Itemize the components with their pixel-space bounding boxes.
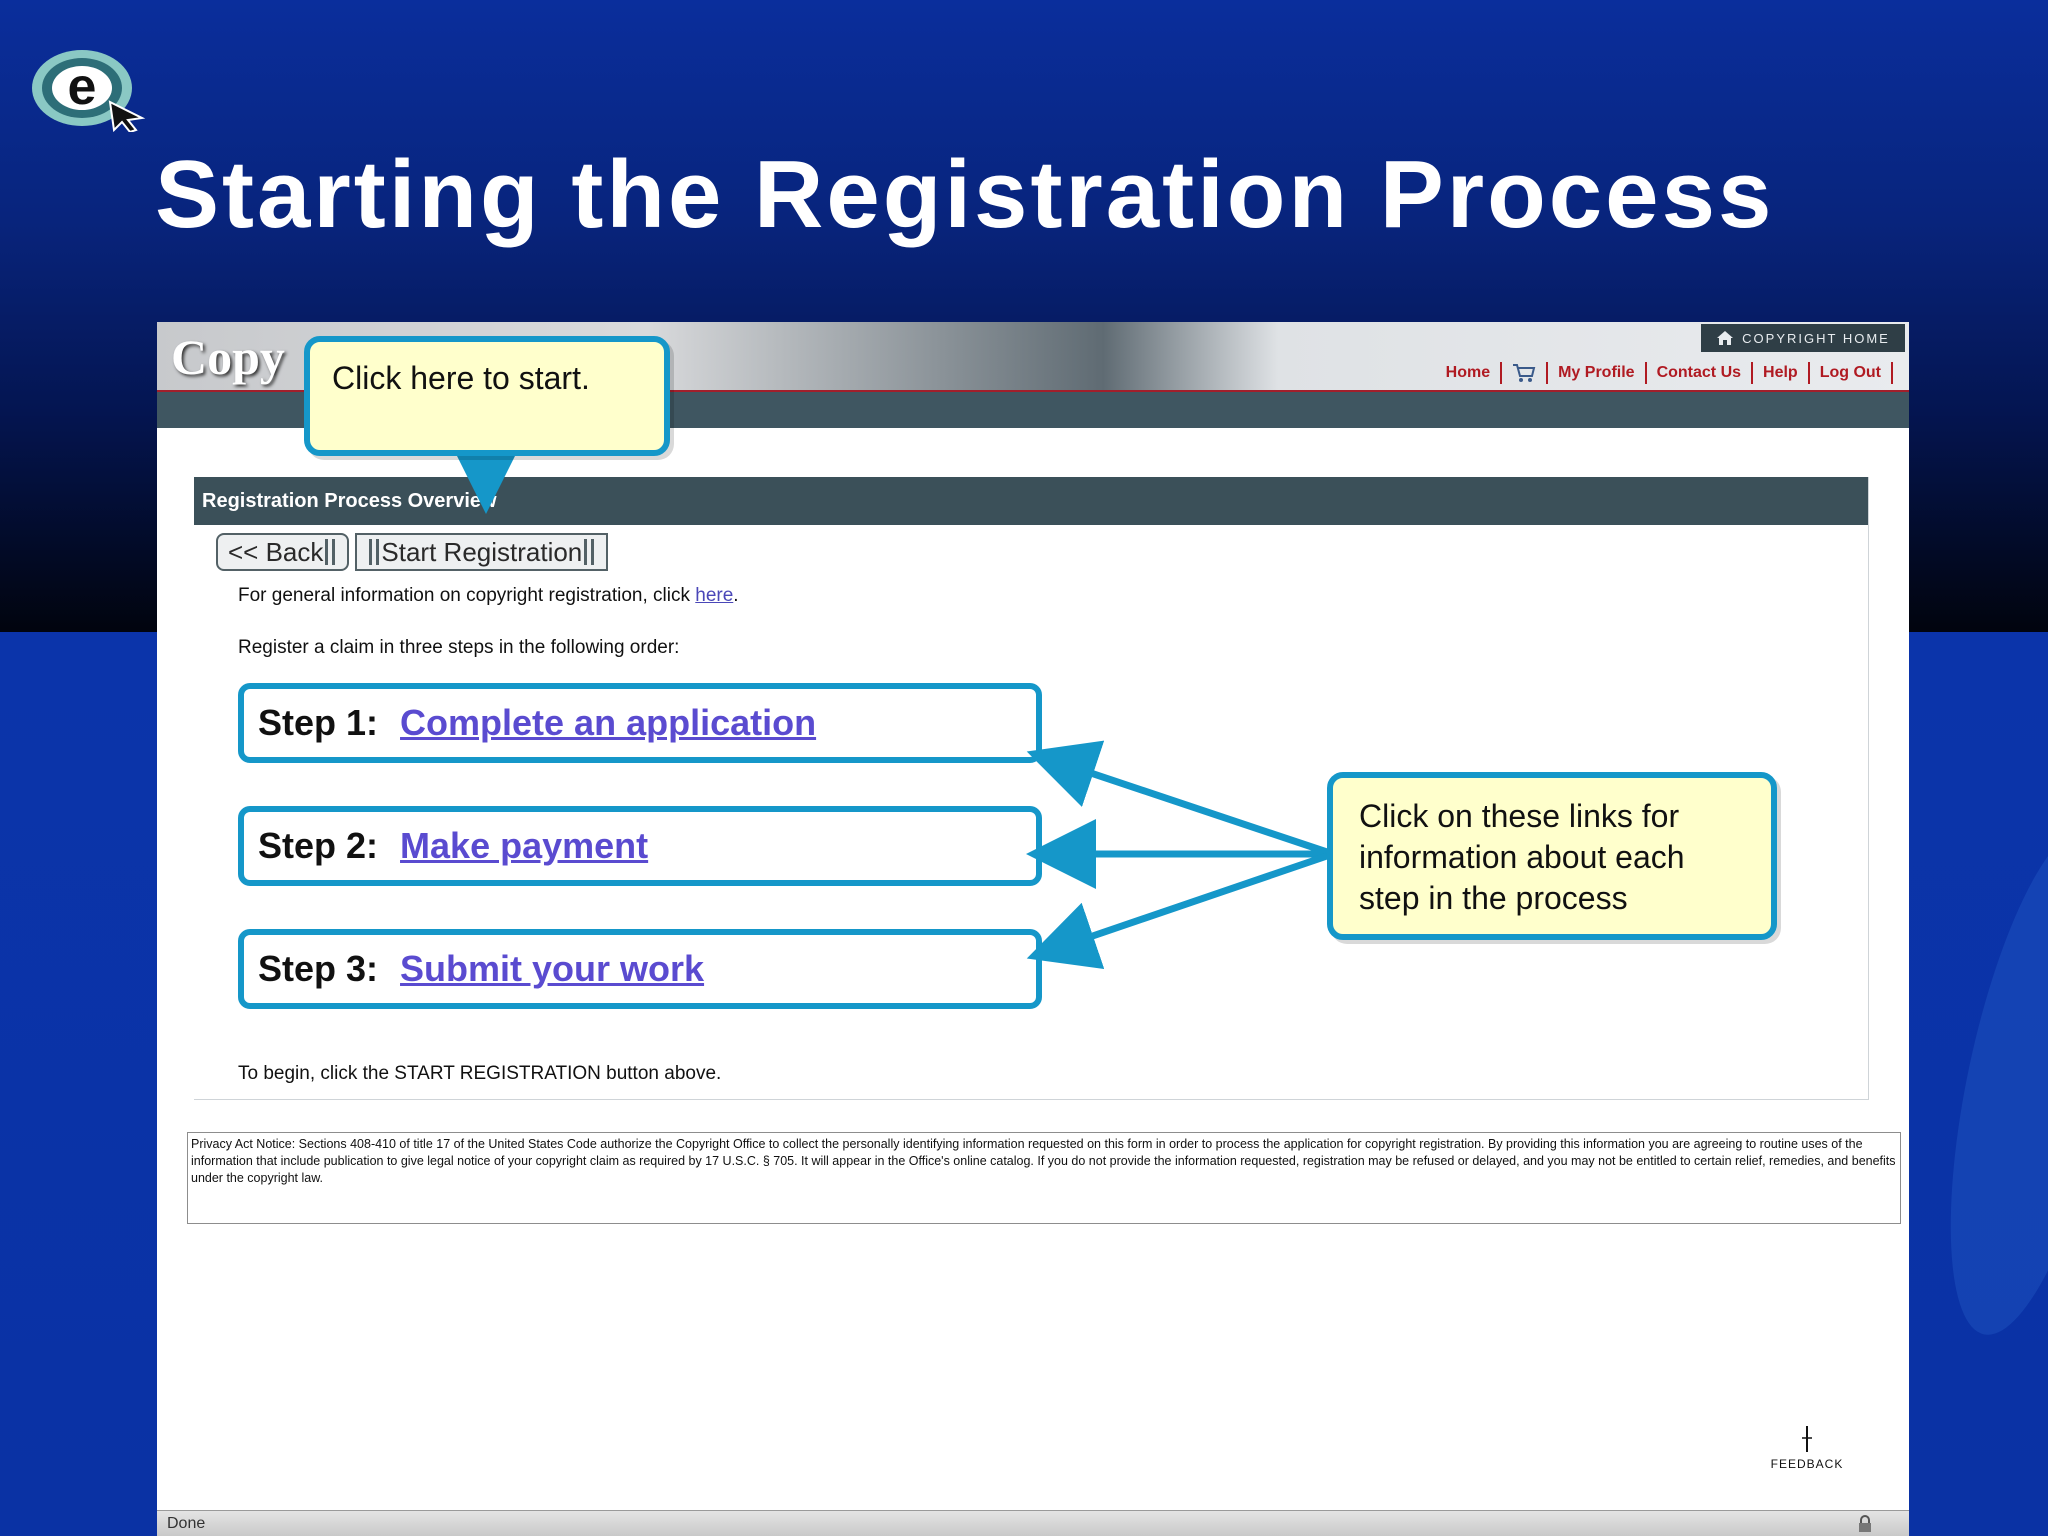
copyright-home-link[interactable] (1701, 324, 1905, 352)
e-logo-icon (30, 48, 154, 132)
step-2-link[interactable]: Make payment (400, 825, 649, 866)
nav-home[interactable]: Home (1445, 364, 1491, 381)
button-row (216, 533, 608, 571)
nav-contact-us[interactable]: Contact Us (1656, 364, 1742, 381)
feedback-pen-icon (1800, 1426, 1814, 1454)
back-button[interactable] (216, 533, 349, 571)
nav-separator (1546, 362, 1548, 384)
cart-icon[interactable] (1512, 363, 1536, 383)
copyright-home-label: COPYRIGHT HOME (1742, 330, 1890, 346)
browser-status-bar (157, 1510, 1909, 1536)
back-button-label: << Back (228, 536, 324, 567)
house-icon (1716, 330, 1734, 346)
nav-separator (1500, 362, 1502, 384)
status-text: Done (167, 1514, 206, 1532)
callout-start: Click here to start. (304, 336, 670, 456)
start-registration-label: Start Registration (381, 536, 583, 567)
step-1-link[interactable]: Complete an application (400, 702, 817, 743)
svg-text:e: e (67, 58, 97, 116)
slide-title: Starting the Registration Process (155, 141, 1775, 248)
nav-help[interactable]: Help (1763, 364, 1798, 381)
step-3-box (238, 929, 1042, 1009)
general-info-here-link[interactable]: here (695, 585, 734, 606)
top-nav (1446, 362, 1903, 384)
site-logo: Copy (171, 329, 285, 385)
start-registration-button[interactable] (355, 533, 608, 571)
nav-separator (1751, 362, 1753, 384)
begin-note: To begin, click the START REGISTRATION button above. (238, 1063, 722, 1084)
panel-heading: Registration Process Overview (194, 477, 1868, 525)
nav-separator (1645, 362, 1647, 384)
nav-my-profile[interactable]: My Profile (1558, 364, 1635, 381)
step-3-label: Step 3: (258, 948, 379, 989)
feedback-link[interactable] (1770, 1426, 1844, 1471)
privacy-notice: Privacy Act Notice: Sections 408-410 of title 17 of the United States Code authorize the Copyright Office to collect the personally identifying information requested on this form in order to process the application for copyright registration. By providing this information you are agreeing to routine uses of the information that include publication to give legal notice of your copyright claim as required by 17 U.S.C. § 705. It will appear in the Office's online catalog. If you do not provide the information requested, registration may be refused or delayed, and you may not be entitled to certain relief, remedies, and benefits under the copyright law. (187, 1132, 1901, 1224)
step-3-link[interactable]: Submit your work (400, 948, 705, 989)
general-info-text: For general information on copyright registration, click here. (238, 585, 739, 606)
nav-separator (1808, 362, 1810, 384)
step-2-box (238, 806, 1042, 886)
nav-separator (1891, 362, 1893, 384)
intro-text: Register a claim in three steps in the following order: (238, 637, 680, 658)
nav-log-out[interactable]: Log Out (1819, 364, 1881, 381)
lock-icon (1857, 1515, 1873, 1533)
feedback-label: FEEDBACK (1770, 1457, 1844, 1471)
step-1-box (238, 683, 1042, 763)
step-2-label: Step 2: (258, 825, 379, 866)
step-1-label: Step 1: (258, 702, 379, 743)
callout-steps: Click on these links for information about each step in the process (1327, 772, 1777, 940)
